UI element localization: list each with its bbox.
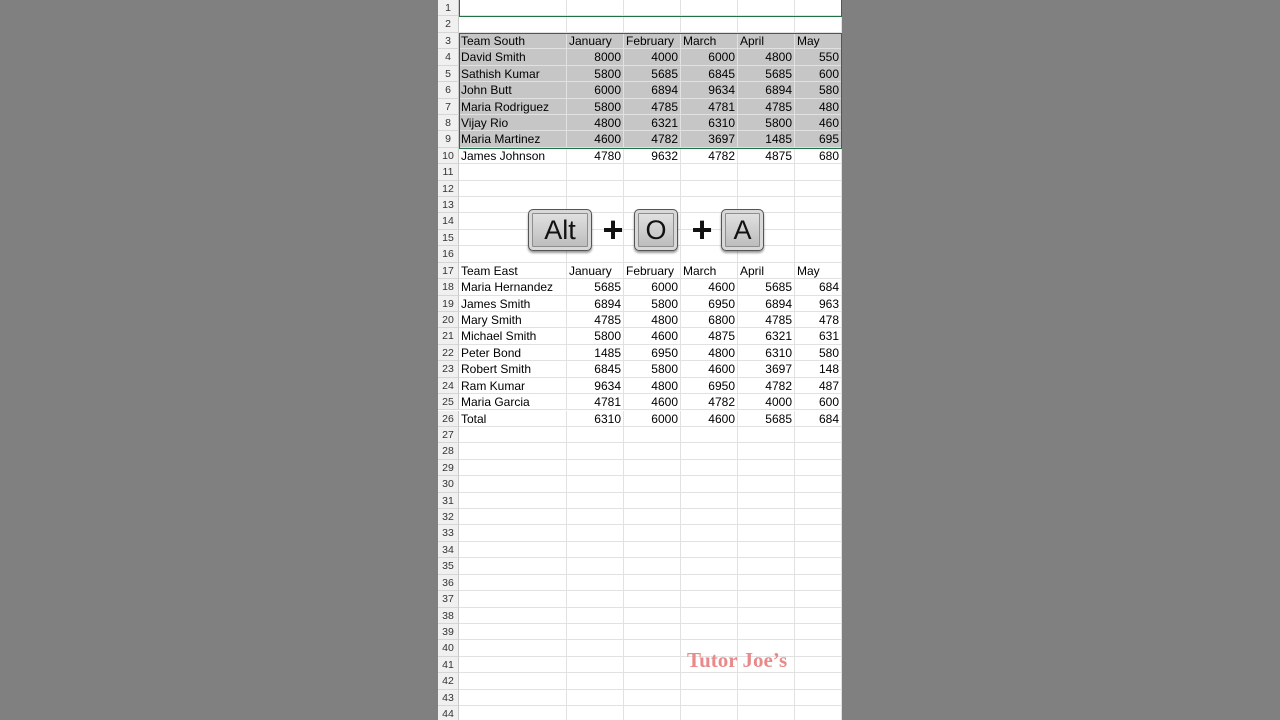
- row-header[interactable]: 6: [438, 82, 459, 98]
- name-cell[interactable]: Sathish Kumar: [459, 66, 567, 82]
- row-header[interactable]: 26: [438, 411, 459, 427]
- cell[interactable]: [681, 706, 738, 720]
- cell[interactable]: [681, 608, 738, 624]
- value-cell[interactable]: 6310: [738, 345, 795, 361]
- value-cell[interactable]: 6310: [681, 115, 738, 131]
- value-cell[interactable]: 6800: [681, 312, 738, 328]
- value-cell[interactable]: 6950: [624, 345, 681, 361]
- value-cell[interactable]: 5685: [624, 66, 681, 82]
- cell[interactable]: [795, 246, 842, 262]
- row-header[interactable]: 7: [438, 99, 459, 115]
- cell[interactable]: [459, 608, 567, 624]
- cell[interactable]: [624, 542, 681, 558]
- row-header[interactable]: 30: [438, 476, 459, 492]
- name-cell[interactable]: Peter Bond: [459, 345, 567, 361]
- cell[interactable]: [795, 0, 842, 16]
- month-header-cell[interactable]: February: [624, 263, 681, 279]
- cell[interactable]: [738, 476, 795, 492]
- value-cell[interactable]: 8000: [567, 49, 624, 65]
- row-header[interactable]: 2: [438, 16, 459, 32]
- cell[interactable]: [567, 493, 624, 509]
- value-cell[interactable]: 5800: [567, 328, 624, 344]
- cell[interactable]: [459, 657, 567, 673]
- alt-key: Alt: [528, 209, 592, 251]
- cell[interactable]: [738, 181, 795, 197]
- row-header[interactable]: 18: [438, 279, 459, 295]
- keyboard-shortcut-overlay: [528, 209, 764, 253]
- value-cell[interactable]: 4785: [567, 312, 624, 328]
- cell[interactable]: [681, 443, 738, 459]
- row-header[interactable]: 11: [438, 164, 459, 180]
- cell[interactable]: [624, 690, 681, 706]
- row-header[interactable]: 8: [438, 115, 459, 131]
- value-cell[interactable]: 4000: [738, 394, 795, 410]
- value-cell[interactable]: 6845: [567, 361, 624, 377]
- cell[interactable]: [738, 706, 795, 720]
- cell[interactable]: [567, 558, 624, 574]
- value-cell[interactable]: 6000: [624, 411, 681, 427]
- value-cell[interactable]: 4800: [567, 115, 624, 131]
- value-cell[interactable]: 6321: [624, 115, 681, 131]
- name-cell[interactable]: Maria Garcia: [459, 394, 567, 410]
- cell[interactable]: [795, 476, 842, 492]
- cell[interactable]: [567, 460, 624, 476]
- cell[interactable]: [567, 0, 624, 16]
- cell[interactable]: [624, 443, 681, 459]
- cell[interactable]: [795, 608, 842, 624]
- cell[interactable]: [795, 493, 842, 509]
- cell[interactable]: [795, 575, 842, 591]
- value-cell[interactable]: 580: [795, 82, 842, 98]
- cell[interactable]: [738, 460, 795, 476]
- cell[interactable]: [681, 673, 738, 689]
- row-header[interactable]: 21: [438, 328, 459, 344]
- value-cell[interactable]: 487: [795, 378, 842, 394]
- cell[interactable]: [567, 427, 624, 443]
- cell[interactable]: [681, 181, 738, 197]
- cell[interactable]: [624, 164, 681, 180]
- cell[interactable]: [681, 427, 738, 443]
- cell[interactable]: [681, 164, 738, 180]
- cell[interactable]: [459, 181, 567, 197]
- cell[interactable]: [624, 427, 681, 443]
- row-header[interactable]: 27: [438, 427, 459, 443]
- cell[interactable]: [624, 460, 681, 476]
- name-cell[interactable]: John Butt: [459, 82, 567, 98]
- cell[interactable]: [624, 640, 681, 656]
- cell[interactable]: [681, 16, 738, 32]
- value-cell[interactable]: 9632: [624, 148, 681, 164]
- value-cell[interactable]: 963: [795, 296, 842, 312]
- cell[interactable]: [624, 575, 681, 591]
- value-cell[interactable]: 5800: [567, 99, 624, 115]
- name-cell[interactable]: James Johnson: [459, 148, 567, 164]
- row-header[interactable]: 24: [438, 378, 459, 394]
- cell[interactable]: [459, 460, 567, 476]
- cell[interactable]: [624, 525, 681, 541]
- value-cell[interactable]: 4785: [738, 312, 795, 328]
- value-cell[interactable]: 4781: [681, 99, 738, 115]
- value-cell[interactable]: 600: [795, 66, 842, 82]
- value-cell[interactable]: 6950: [681, 378, 738, 394]
- name-cell[interactable]: David Smith: [459, 49, 567, 65]
- value-cell[interactable]: 4782: [681, 394, 738, 410]
- value-cell[interactable]: 5800: [624, 361, 681, 377]
- cell[interactable]: [567, 181, 624, 197]
- cell[interactable]: [795, 16, 842, 32]
- cell[interactable]: [567, 542, 624, 558]
- cell[interactable]: [681, 0, 738, 16]
- cell[interactable]: [459, 525, 567, 541]
- value-cell[interactable]: 3697: [681, 131, 738, 147]
- value-cell[interactable]: 478: [795, 312, 842, 328]
- row-header[interactable]: 13: [438, 197, 459, 213]
- cell[interactable]: [567, 575, 624, 591]
- value-cell[interactable]: 5800: [624, 296, 681, 312]
- value-cell[interactable]: 5685: [738, 66, 795, 82]
- row-header[interactable]: 20: [438, 312, 459, 328]
- value-cell[interactable]: 580: [795, 345, 842, 361]
- month-header-cell[interactable]: May: [795, 263, 842, 279]
- value-cell[interactable]: 460: [795, 115, 842, 131]
- value-cell[interactable]: 4785: [624, 99, 681, 115]
- value-cell[interactable]: 4600: [681, 361, 738, 377]
- cell[interactable]: [681, 542, 738, 558]
- cell[interactable]: [459, 476, 567, 492]
- value-cell[interactable]: 4782: [624, 131, 681, 147]
- row-header[interactable]: 3: [438, 33, 459, 49]
- value-cell[interactable]: 6894: [738, 82, 795, 98]
- value-cell[interactable]: 4600: [567, 131, 624, 147]
- name-cell[interactable]: Total: [459, 411, 567, 427]
- value-cell[interactable]: 4781: [567, 394, 624, 410]
- cell[interactable]: [624, 608, 681, 624]
- name-cell[interactable]: James Smith: [459, 296, 567, 312]
- value-cell[interactable]: 6894: [624, 82, 681, 98]
- value-cell[interactable]: 6950: [681, 296, 738, 312]
- value-cell[interactable]: 6310: [567, 411, 624, 427]
- row-header[interactable]: 15: [438, 230, 459, 246]
- cell[interactable]: [795, 443, 842, 459]
- cell[interactable]: [624, 509, 681, 525]
- cell[interactable]: [567, 443, 624, 459]
- cell[interactable]: [795, 164, 842, 180]
- cell[interactable]: [681, 591, 738, 607]
- value-cell[interactable]: 4600: [681, 279, 738, 295]
- row-header[interactable]: 38: [438, 608, 459, 624]
- cell[interactable]: [681, 493, 738, 509]
- value-cell[interactable]: 4800: [624, 378, 681, 394]
- row-header[interactable]: 14: [438, 213, 459, 229]
- cell[interactable]: [795, 213, 842, 229]
- cell[interactable]: [567, 16, 624, 32]
- cell[interactable]: [459, 624, 567, 640]
- value-cell[interactable]: 1485: [567, 345, 624, 361]
- a-key: A: [721, 209, 764, 251]
- value-cell[interactable]: 4800: [738, 49, 795, 65]
- watermark-logo: Tutor Joe’s: [687, 648, 788, 672]
- value-cell[interactable]: 6845: [681, 66, 738, 82]
- name-cell[interactable]: Maria Rodriguez: [459, 99, 567, 115]
- cell[interactable]: [624, 181, 681, 197]
- row-header[interactable]: 22: [438, 345, 459, 361]
- cell[interactable]: [681, 476, 738, 492]
- cell[interactable]: [624, 493, 681, 509]
- cell[interactable]: [738, 558, 795, 574]
- value-cell[interactable]: 4875: [738, 148, 795, 164]
- cell[interactable]: [738, 591, 795, 607]
- cell[interactable]: [738, 443, 795, 459]
- cell[interactable]: [567, 525, 624, 541]
- table-title-cell[interactable]: Team East: [459, 263, 567, 279]
- month-header-cell[interactable]: March: [681, 33, 738, 49]
- value-cell[interactable]: 9634: [681, 82, 738, 98]
- cell[interactable]: [459, 575, 567, 591]
- value-cell[interactable]: 5685: [738, 411, 795, 427]
- value-cell[interactable]: 6000: [681, 49, 738, 65]
- cell[interactable]: [567, 624, 624, 640]
- value-cell[interactable]: 148: [795, 361, 842, 377]
- row-header[interactable]: 28: [438, 443, 459, 459]
- cell[interactable]: [738, 509, 795, 525]
- month-header-cell[interactable]: February: [624, 33, 681, 49]
- month-header-cell[interactable]: March: [681, 263, 738, 279]
- value-cell[interactable]: 4780: [567, 148, 624, 164]
- row-header[interactable]: 37: [438, 591, 459, 607]
- cell[interactable]: [624, 558, 681, 574]
- name-cell[interactable]: Maria Martinez: [459, 131, 567, 147]
- cell[interactable]: [459, 164, 567, 180]
- cell[interactable]: [459, 591, 567, 607]
- cell[interactable]: [738, 673, 795, 689]
- cell[interactable]: [738, 608, 795, 624]
- cell[interactable]: [795, 230, 842, 246]
- cell[interactable]: [738, 0, 795, 16]
- value-cell[interactable]: 1485: [738, 131, 795, 147]
- cell[interactable]: [738, 624, 795, 640]
- row-header[interactable]: 40: [438, 640, 459, 656]
- cell[interactable]: [624, 0, 681, 16]
- row-header[interactable]: 19: [438, 296, 459, 312]
- table-title-cell[interactable]: Team South: [459, 33, 567, 49]
- cell[interactable]: [624, 16, 681, 32]
- cell[interactable]: [459, 690, 567, 706]
- cell[interactable]: [459, 493, 567, 509]
- cell[interactable]: [681, 460, 738, 476]
- value-cell[interactable]: 550: [795, 49, 842, 65]
- cell[interactable]: [795, 427, 842, 443]
- cell[interactable]: [738, 690, 795, 706]
- value-cell[interactable]: 600: [795, 394, 842, 410]
- value-cell[interactable]: 9634: [567, 378, 624, 394]
- row-header[interactable]: 39: [438, 624, 459, 640]
- cell[interactable]: [567, 509, 624, 525]
- value-cell[interactable]: 4800: [624, 312, 681, 328]
- row-header[interactable]: 44: [438, 706, 459, 720]
- cell[interactable]: [738, 16, 795, 32]
- row-header[interactable]: 10: [438, 148, 459, 164]
- o-key: O: [634, 209, 678, 251]
- value-cell[interactable]: 4600: [624, 394, 681, 410]
- row-header[interactable]: 29: [438, 460, 459, 476]
- cell[interactable]: [624, 673, 681, 689]
- cell[interactable]: [459, 706, 567, 720]
- value-cell[interactable]: 6321: [738, 328, 795, 344]
- value-cell[interactable]: 6894: [738, 296, 795, 312]
- row-header[interactable]: 25: [438, 394, 459, 410]
- cell[interactable]: [624, 706, 681, 720]
- name-cell[interactable]: Michael Smith: [459, 328, 567, 344]
- plus-sign: +: [691, 209, 713, 250]
- row-header[interactable]: 4: [438, 49, 459, 65]
- month-header-cell[interactable]: January: [567, 33, 624, 49]
- cell[interactable]: [459, 0, 567, 16]
- name-cell[interactable]: Robert Smith: [459, 361, 567, 377]
- value-cell[interactable]: 4000: [624, 49, 681, 65]
- row-header[interactable]: 33: [438, 525, 459, 541]
- cell[interactable]: [738, 493, 795, 509]
- cell[interactable]: [681, 624, 738, 640]
- cell[interactable]: [738, 542, 795, 558]
- row-header[interactable]: 12: [438, 181, 459, 197]
- value-cell[interactable]: 6894: [567, 296, 624, 312]
- cell[interactable]: [624, 624, 681, 640]
- value-cell[interactable]: 631: [795, 328, 842, 344]
- cell[interactable]: [567, 476, 624, 492]
- row-header[interactable]: 16: [438, 246, 459, 262]
- spreadsheet-grid[interactable]: [438, 0, 842, 720]
- cell[interactable]: [567, 591, 624, 607]
- cell[interactable]: [459, 16, 567, 32]
- cell[interactable]: [795, 525, 842, 541]
- cell[interactable]: [459, 542, 567, 558]
- cell[interactable]: [567, 657, 624, 673]
- row-header[interactable]: 17: [438, 263, 459, 279]
- name-cell[interactable]: Mary Smith: [459, 312, 567, 328]
- value-cell[interactable]: 5800: [738, 115, 795, 131]
- row-header[interactable]: 34: [438, 542, 459, 558]
- value-cell[interactable]: 695: [795, 131, 842, 147]
- value-cell[interactable]: 4600: [624, 328, 681, 344]
- row-header[interactable]: 41: [438, 657, 459, 673]
- cell[interactable]: [795, 509, 842, 525]
- cell[interactable]: [795, 558, 842, 574]
- cell[interactable]: [795, 640, 842, 656]
- value-cell[interactable]: 4875: [681, 328, 738, 344]
- cell[interactable]: [624, 476, 681, 492]
- cell[interactable]: [459, 558, 567, 574]
- cell[interactable]: [567, 690, 624, 706]
- row-header[interactable]: 5: [438, 66, 459, 82]
- cell[interactable]: [567, 673, 624, 689]
- cell[interactable]: [567, 164, 624, 180]
- cell[interactable]: [795, 542, 842, 558]
- cell[interactable]: [795, 624, 842, 640]
- cell[interactable]: [681, 525, 738, 541]
- value-cell[interactable]: 4782: [738, 378, 795, 394]
- name-cell[interactable]: Vijay Rio: [459, 115, 567, 131]
- cell[interactable]: [681, 509, 738, 525]
- cell[interactable]: [567, 640, 624, 656]
- value-cell[interactable]: 5800: [567, 66, 624, 82]
- row-header[interactable]: 31: [438, 493, 459, 509]
- cell[interactable]: [681, 690, 738, 706]
- cell[interactable]: [459, 443, 567, 459]
- cell[interactable]: [624, 591, 681, 607]
- value-cell[interactable]: 4785: [738, 99, 795, 115]
- month-header-cell[interactable]: April: [738, 33, 795, 49]
- cell[interactable]: [738, 164, 795, 180]
- cell[interactable]: [738, 427, 795, 443]
- row-header[interactable]: 1: [438, 0, 459, 16]
- value-cell[interactable]: 680: [795, 148, 842, 164]
- plus-sign: +: [602, 209, 624, 250]
- value-cell[interactable]: 4600: [681, 411, 738, 427]
- row-header[interactable]: 9: [438, 131, 459, 147]
- value-cell[interactable]: 5685: [567, 279, 624, 295]
- row-header[interactable]: 42: [438, 673, 459, 689]
- value-cell[interactable]: 6000: [624, 279, 681, 295]
- cell[interactable]: [795, 181, 842, 197]
- cell[interactable]: [795, 657, 842, 673]
- cell[interactable]: [459, 509, 567, 525]
- value-cell[interactable]: 5685: [738, 279, 795, 295]
- value-cell[interactable]: 3697: [738, 361, 795, 377]
- row-header[interactable]: 36: [438, 575, 459, 591]
- cell[interactable]: [738, 575, 795, 591]
- value-cell[interactable]: 4782: [681, 148, 738, 164]
- row-header[interactable]: 43: [438, 690, 459, 706]
- cell[interactable]: [795, 690, 842, 706]
- cell[interactable]: [681, 575, 738, 591]
- row-header[interactable]: 23: [438, 361, 459, 377]
- row-header[interactable]: 35: [438, 558, 459, 574]
- cell[interactable]: [681, 558, 738, 574]
- month-header-cell[interactable]: April: [738, 263, 795, 279]
- name-cell[interactable]: Maria Hernandez: [459, 279, 567, 295]
- cell[interactable]: [624, 657, 681, 673]
- cell[interactable]: [795, 706, 842, 720]
- cell[interactable]: [795, 673, 842, 689]
- value-cell[interactable]: 684: [795, 411, 842, 427]
- cell[interactable]: [567, 706, 624, 720]
- value-cell[interactable]: 6000: [567, 82, 624, 98]
- cell[interactable]: [459, 427, 567, 443]
- value-cell[interactable]: 4800: [681, 345, 738, 361]
- cell[interactable]: [795, 591, 842, 607]
- cell[interactable]: [795, 197, 842, 213]
- cell[interactable]: [738, 525, 795, 541]
- cell[interactable]: [567, 608, 624, 624]
- month-header-cell[interactable]: January: [567, 263, 624, 279]
- value-cell[interactable]: 684: [795, 279, 842, 295]
- row-header[interactable]: 32: [438, 509, 459, 525]
- name-cell[interactable]: Ram Kumar: [459, 378, 567, 394]
- month-header-cell[interactable]: May: [795, 33, 842, 49]
- cell[interactable]: [459, 673, 567, 689]
- cell[interactable]: [459, 640, 567, 656]
- value-cell[interactable]: 480: [795, 99, 842, 115]
- cell[interactable]: [795, 460, 842, 476]
